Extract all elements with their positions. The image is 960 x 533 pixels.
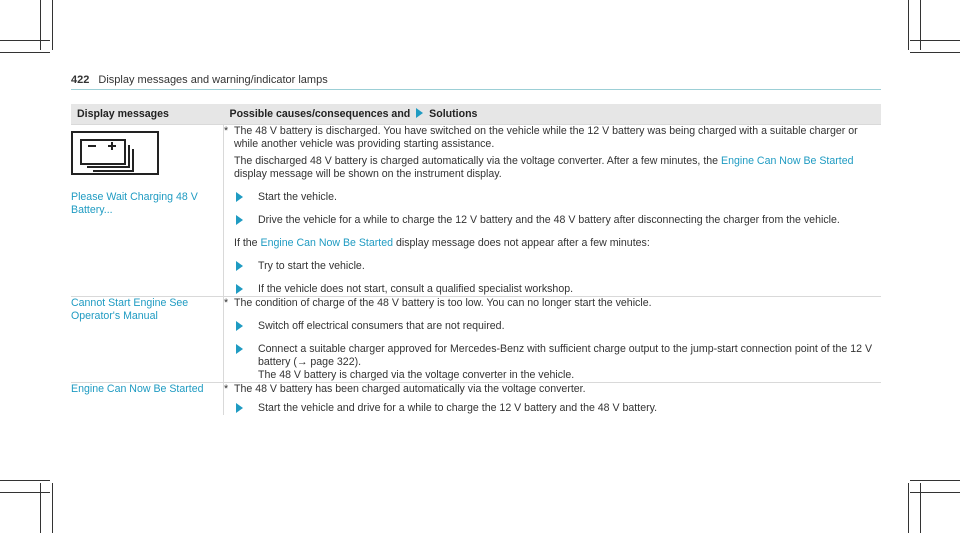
message-cell (71, 383, 224, 416)
info-paragraph (224, 237, 881, 250)
info-paragraph (224, 155, 881, 181)
step-arrow-icon (236, 215, 243, 225)
table-header-row (71, 104, 881, 125)
step-text: Start the vehicle. (258, 191, 337, 203)
solutions-arrow-icon (416, 108, 423, 118)
step-arrow-icon (236, 344, 243, 354)
crop-mark (40, 0, 41, 50)
display-message-link: Engine Can Now Be Started (260, 237, 394, 249)
header-rule (71, 89, 881, 90)
display-message-text: Please Wait Charging 48 V Battery... (71, 191, 198, 216)
solution-step (234, 402, 881, 415)
solution-step (234, 260, 881, 273)
bullet-star: * (224, 383, 229, 395)
col-header-messages: Display messages (71, 104, 224, 125)
crop-mark (908, 483, 909, 533)
message-cell (71, 297, 224, 383)
info-text-a: If the (234, 237, 258, 249)
step-text: Start the vehicle and drive for a while to charge the 12 V battery and the 48 V battery. (258, 402, 658, 414)
display-message-text: Cannot Start Engine See Operator's Manual (71, 297, 189, 322)
col-header-causes-text: Possible causes/consequences and (229, 108, 411, 120)
page-header (71, 74, 328, 86)
info-text-a: The discharged 48 V battery is charged automatically via the voltage converter. After a few minutes, the (234, 155, 719, 167)
step-text: If the vehicle does not start, consult a qualified specialist workshop. (258, 283, 574, 295)
step-text: Drive the vehicle for a while to charge the 12 V battery and the 48 V battery after disconnecting the charger from the vehicle. (258, 214, 840, 226)
solution-step (234, 343, 881, 382)
causes-cell (224, 297, 882, 383)
crop-mark (0, 492, 50, 493)
cause-paragraph (224, 383, 881, 396)
solution-step (234, 320, 881, 333)
crop-mark (908, 0, 909, 50)
crop-mark (910, 480, 960, 481)
crop-mark (52, 0, 53, 50)
display-message-link: Engine Can Now Be Started (721, 155, 854, 167)
step-arrow-icon (236, 192, 243, 202)
page-number: 422 (71, 74, 90, 86)
step-text: Connect a suitable charger approved for Mercedes-Benz with sufficient charge output to the jump-start connection point of the 12 V battery (→ page 322). (258, 343, 873, 368)
solution-step (234, 283, 881, 296)
crop-mark (0, 52, 50, 53)
page-title: Display messages and warning/indicator lamps (98, 74, 328, 86)
table-row (71, 297, 881, 383)
crop-mark (910, 40, 960, 41)
cause-text: The condition of charge of the 48 V battery is too low. You can no longer start the vehicle. (234, 297, 652, 309)
step-arrow-icon (236, 284, 243, 294)
cause-paragraph (224, 297, 881, 310)
crop-mark (52, 483, 53, 533)
step-arrow-icon (236, 403, 243, 413)
crop-mark (910, 52, 960, 53)
step-text: Switch off electrical consumers that are not required. (258, 320, 505, 332)
message-cell (71, 125, 224, 297)
cause-text: The 48 V battery has been charged automatically via the voltage converter. (234, 383, 586, 395)
crop-mark (910, 492, 960, 493)
step-arrow-icon (236, 321, 243, 331)
info-text-b: display message will be shown on the instrument display. (234, 168, 502, 180)
solution-step (234, 191, 881, 204)
crop-mark (0, 480, 50, 481)
display-messages-table (71, 104, 881, 415)
cause-text: The 48 V battery is discharged. You have switched on the vehicle while the 12 V battery was being charged with a suitable charger or while another vehicle was providing starting assistance. (234, 125, 858, 150)
table-row (71, 125, 881, 297)
table-row (71, 383, 881, 416)
info-text-b: display message does not appear after a few minutes: (395, 237, 650, 249)
solution-step (234, 214, 881, 227)
display-message-text: Engine Can Now Be Started (71, 383, 204, 395)
col-header-solutions-text: Solutions (429, 108, 478, 120)
causes-cell (224, 125, 882, 297)
step-text: The 48 V battery is charged via the voltage converter in the vehicle. (258, 369, 575, 381)
step-arrow-icon (236, 261, 243, 271)
battery-icon (71, 131, 159, 175)
crop-mark (40, 483, 41, 533)
bullet-star: * (224, 297, 229, 309)
causes-cell (224, 383, 882, 416)
crop-mark (0, 40, 50, 41)
bullet-star: * (224, 125, 229, 137)
crop-mark (920, 0, 921, 50)
col-header-causes (224, 104, 882, 125)
step-text: Try to start the vehicle. (258, 260, 365, 272)
crop-mark (920, 483, 921, 533)
cause-paragraph (224, 125, 881, 151)
